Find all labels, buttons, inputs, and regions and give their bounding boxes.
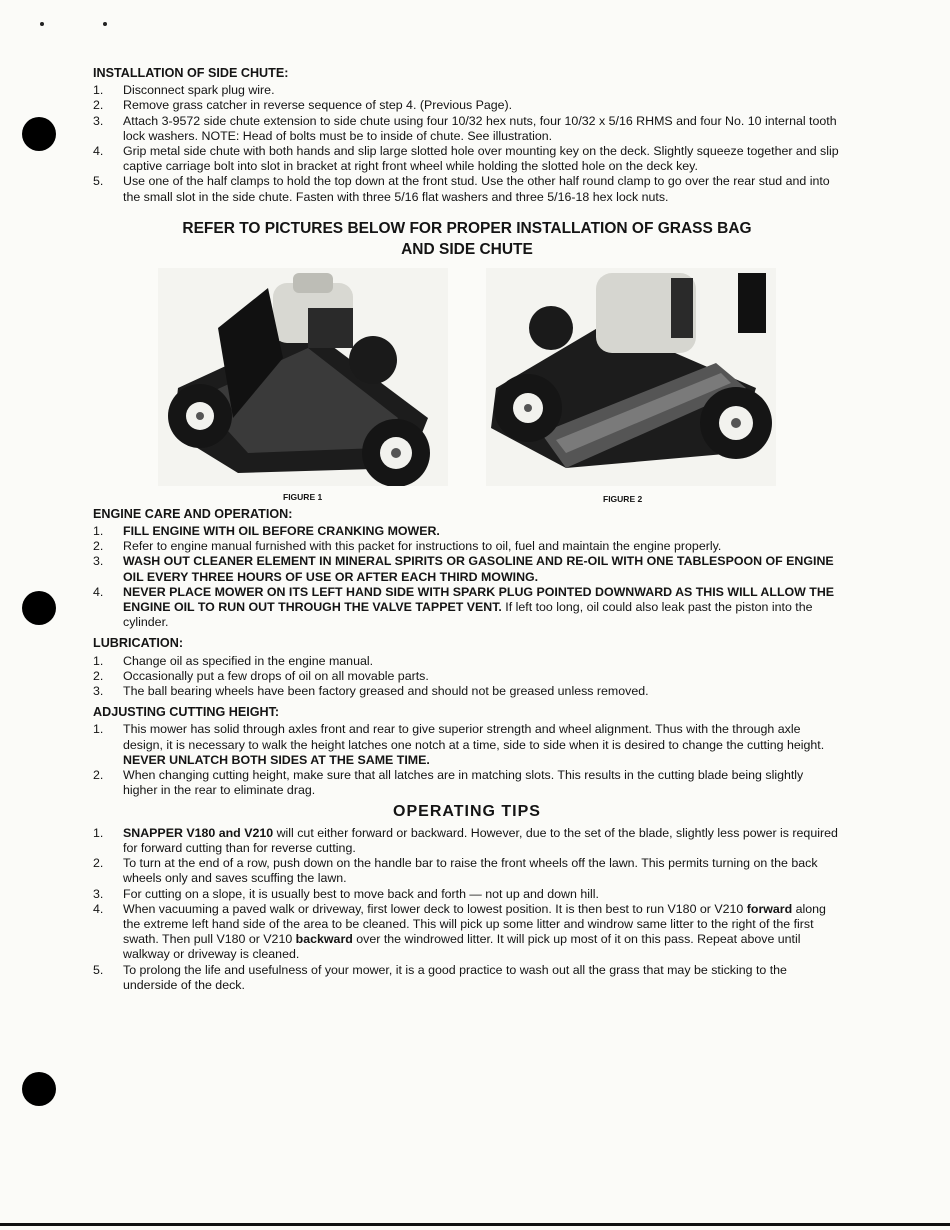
list-item: 1. Change oil as specified in the engine manual. bbox=[93, 653, 374, 668]
item-number: 2. bbox=[93, 98, 104, 113]
item-text: Grip metal side chute with both hands and slip large slotted hole over mounting key on the deck. Slightly squeeze together and slip captive carriage bolt into slot in bracket at right front wheel while holding the slotted hole on the deck key. bbox=[123, 144, 839, 174]
binder-hole bbox=[22, 1072, 56, 1106]
item-text-bold: forward bbox=[746, 901, 793, 916]
figure-2-caption: FIGURE 2 bbox=[603, 493, 643, 504]
item-text: WASH OUT CLEANER ELEMENT IN MINERAL SPIRITS OR GASOLINE AND RE-OIL WITH ONE TABLESPOON OF ENGINE OIL EVERY THREE HOURS OF USE OR AFTER EACH THIRD MOWING. bbox=[123, 554, 834, 584]
figure-1-caption: FIGURE 1 bbox=[283, 491, 323, 502]
list-item: 4. NEVER PLACE MOWER ON ITS LEFT HAND SIDE WITH SPARK PLUG POINTED DOWNWARD AS THIS WILL ALLOW THE ENGINE OIL TO RUN OUT THROUGH THE VALVE TAPPET VENT. If left too long, oil could also leak past the piston into the cylinder. bbox=[93, 584, 835, 630]
operating-tips-list bbox=[93, 826, 841, 993]
list-item: 3. For cutting on a slope, it is usually best to move back and forth — not up and down hill. bbox=[93, 886, 599, 901]
list-item bbox=[93, 83, 841, 98]
speck-mark bbox=[40, 22, 44, 26]
item-text: The ball bearing wheels have been factory greased and should not be greased unless removed. bbox=[123, 684, 649, 699]
item-number: 5. bbox=[93, 174, 104, 189]
item-text: To turn at the end of a row, push down on the handle bar to raise the front wheels off the lawn. This permits turning on the back wheels only and saves scuffing the lawn. bbox=[123, 856, 818, 886]
refer-line-1: REFER TO PICTURES BELOW FOR PROPER INSTALLATION OF GRASS BAG bbox=[182, 219, 752, 237]
list-item bbox=[93, 114, 841, 144]
lubrication-heading: LUBRICATION: bbox=[93, 636, 184, 651]
operating-tips-title: OPERATING TIPS bbox=[393, 803, 541, 821]
lubrication-list bbox=[93, 654, 841, 700]
item-text: FILL ENGINE WITH OIL BEFORE CRANKING MOWER. bbox=[123, 524, 440, 539]
list-item bbox=[93, 98, 841, 113]
item-text: Attach 3-9572 side chute extension to side chute using four 10/32 hex nuts, four 10/32 x 5/16 RHMS and four No. 10 internal tooth lock washers. NOTE: Head of bolts must be to inside of chute. See illustration. bbox=[123, 113, 837, 143]
list-item: 2. When changing cutting height, make sure that all latches are in matching slots. This results in the cutting blade being slightly higher in the rear to eliminate drag. bbox=[93, 768, 804, 798]
side-chute-heading: INSTALLATION OF SIDE CHUTE: bbox=[93, 66, 289, 80]
item-text: Disconnect spark plug wire. bbox=[123, 83, 275, 98]
item-text: will cut either forward or backward. However, due to the set of the blade, slightly less power is required for forward cutting than for reverse cutting. bbox=[123, 825, 838, 855]
item-text: Refer to engine manual furnished with this packet for instructions to oil, fuel and maintain the engine properly. bbox=[123, 539, 722, 554]
item-text: This mower has solid through axles front and rear to give superior strength and wheel alignment. Thus with the through axle design, it is necessary to walk the height latches one notch at a time, side to side when it is desired to change the cutting height. bbox=[123, 722, 825, 752]
document-body bbox=[93, 66, 841, 993]
binder-hole bbox=[22, 117, 56, 151]
item-text: Use one of the half clamps to hold the top down at the front stud. Use the other half round clamp to go over the rear stud and into the small slot in the side chute. Fasten with three 5/16 flat washers and three 5/16-18 hex lock nuts. bbox=[123, 174, 830, 204]
item-text-bold: NEVER UNLATCH BOTH SIDES AT THE SAME TIME. bbox=[123, 752, 430, 767]
item-text: Change oil as specified in the engine manual. bbox=[123, 653, 374, 668]
cutting-height-list bbox=[93, 722, 841, 798]
cutting-height-heading: ADJUSTING CUTTING HEIGHT: bbox=[93, 705, 280, 720]
item-text: When changing cutting height, make sure that all latches are in matching slots. This results in the cutting blade being slightly higher in the rear to eliminate drag. bbox=[123, 768, 804, 798]
figures-row bbox=[93, 266, 841, 504]
item-text-bold: SNAPPER V180 and V210 bbox=[123, 825, 274, 840]
binder-hole bbox=[22, 591, 56, 625]
list-item: 2. Occasionally put a few drops of oil on all movable parts. bbox=[93, 668, 429, 683]
engine-list bbox=[93, 524, 841, 630]
refer-line-2: AND SIDE CHUTE bbox=[401, 240, 533, 258]
list-item: 3. The ball bearing wheels have been factory greased and should not be greased unless removed. bbox=[93, 684, 649, 699]
figure-2-photo bbox=[486, 268, 776, 486]
item-text: along the extreme left hand side of the area to be cleaned. This will pick up some litter and windrow same litter to the right of the first swath. Then pull V180 or V210 bbox=[123, 901, 826, 947]
list-item: 5. To prolong the life and usefulness of your mower, it is a good practice to wash out all the grass that may be sticking to the underside of the deck. bbox=[93, 962, 787, 992]
item-text: When vacuuming a paved walk or driveway, first lower deck to lowest position. It is then best to run V180 or V210 bbox=[123, 901, 747, 916]
list-item: 1. This mower has solid through axles front and rear to give superior strength and wheel alignment. Thus with the through axle design, it is necessary to walk the height latches one notch at a time, side to side when it is desired to change the cutting height. NEVER UNLATCH BOTH SIDES AT THE SAME TIME. bbox=[93, 722, 825, 767]
item-number: 4. bbox=[93, 144, 104, 159]
engine-heading: ENGINE CARE AND OPERATION: bbox=[93, 506, 293, 521]
figure-1-photo bbox=[158, 268, 448, 486]
page-bottom-edge bbox=[0, 1223, 950, 1226]
side-chute-list bbox=[93, 83, 841, 205]
item-number: 3. bbox=[93, 113, 104, 128]
list-item: 2. To turn at the end of a row, push down on the handle bar to raise the front wheels off the lawn. This permits turning on the back wheels only and saves scuffing the lawn. bbox=[93, 856, 818, 886]
item-text: If left too long, oil could also leak past the piston into the cylinder. bbox=[123, 600, 813, 630]
item-text-bold: backward bbox=[295, 932, 353, 947]
speck-mark bbox=[103, 22, 107, 26]
item-text: over the windrowed litter. It will pick up most of it on this pass. Repeat above until walkway or driveway is cleaned. bbox=[123, 932, 801, 962]
list-item: 4. When vacuuming a paved walk or driveway, first lower deck to lowest position. It is then best to run V180 or V210 forward along the extreme left hand side of the area to be cleaned. This will pick up some litter and windrow same litter to the right of the first swath. Then pull V180 or V210 backward over the windrowed litter. It will pick up most of it on this pass. Repeat above until walkway or driveway is cleaned. bbox=[93, 901, 826, 962]
list-item: 1. SNAPPER V180 and V210 will cut either forward or backward. However, due to the set of the blade, slightly less power is required for forward cutting than for reverse cutting. bbox=[93, 825, 838, 855]
list-item: 3. WASH OUT CLEANER ELEMENT IN MINERAL SPIRITS OR GASOLINE AND RE-OIL WITH ONE TABLESPOON OF ENGINE OIL EVERY THREE HOURS OF USE OR AFTER EACH THIRD MOWING. bbox=[93, 554, 834, 584]
item-text: For cutting on a slope, it is usually best to move back and forth — not up and down hill. bbox=[123, 886, 599, 901]
item-text: Occasionally put a few drops of oil on all movable parts. bbox=[123, 668, 429, 683]
list-item: 2. Refer to engine manual furnished with this packet for instructions to oil, fuel and maintain the engine properly. bbox=[93, 539, 722, 554]
list-item bbox=[93, 144, 841, 174]
item-text-bold: NEVER PLACE MOWER ON ITS LEFT HAND SIDE WITH SPARK PLUG POINTED DOWNWARD AS THIS WILL ALLOW THE ENGINE OIL TO RUN OUT THROUGH THE VALVE TAPPET VENT. bbox=[123, 584, 835, 615]
list-item: 1. FILL ENGINE WITH OIL BEFORE CRANKING MOWER. bbox=[93, 524, 440, 539]
item-text: Remove grass catcher in reverse sequence of step 4. (Previous Page). bbox=[123, 98, 513, 113]
list-item bbox=[93, 174, 841, 204]
item-number: 1. bbox=[93, 83, 104, 98]
item-text: To prolong the life and usefulness of your mower, it is a good practice to wash out all the grass that may be sticking to the underside of the deck. bbox=[123, 962, 787, 992]
refer-heading bbox=[93, 218, 841, 260]
